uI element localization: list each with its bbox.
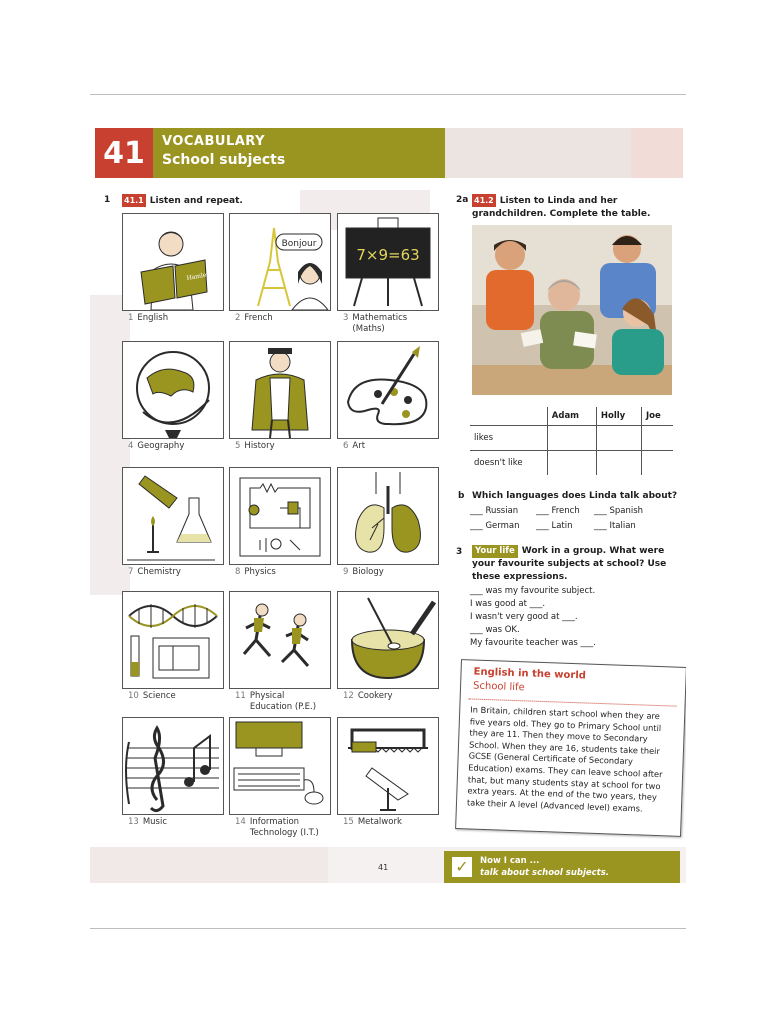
subject-label: English bbox=[137, 313, 169, 323]
subject-label: Geography bbox=[137, 441, 185, 451]
subject-number: 12 bbox=[343, 691, 354, 701]
computer-icon bbox=[230, 718, 330, 814]
subject-label: Physical Education (P.E.) bbox=[249, 691, 317, 712]
textbook-page bbox=[90, 95, 686, 925]
blackboard-icon bbox=[338, 214, 438, 310]
subject-number: 7 bbox=[128, 567, 134, 577]
table-row-label: doesn't like bbox=[470, 451, 547, 476]
subject-picture bbox=[122, 341, 224, 439]
reading-book-icon bbox=[123, 214, 223, 310]
subject-number: 1 bbox=[128, 313, 134, 323]
english-in-the-world-box bbox=[455, 659, 686, 837]
subject-picture bbox=[337, 341, 439, 439]
subject-label: Physics bbox=[244, 567, 276, 577]
exercise-2a-instruction bbox=[472, 194, 672, 221]
scan-bottom-edge bbox=[90, 928, 686, 929]
subject-caption bbox=[343, 441, 365, 452]
language-option[interactable]: ___ German bbox=[470, 521, 520, 531]
unit-number: 41 bbox=[95, 128, 153, 178]
subject-caption bbox=[235, 817, 319, 839]
audio-track-badge: 41.2 bbox=[474, 196, 494, 205]
svg-text:Hamlet: Hamlet bbox=[186, 271, 210, 282]
results-table bbox=[470, 407, 673, 475]
subject-caption bbox=[128, 691, 176, 702]
subject-label: History bbox=[244, 441, 275, 451]
page-number: 41 bbox=[378, 863, 389, 872]
exercise-number: 1 bbox=[104, 195, 111, 205]
box-body-text: In Britain, children start school when they are five years old. They go to Primary School until they are 11. Then they move to Secondary School. When they are 16, students take their GCSE (General Certificate of Secondary Education) exams. They can leave school after that, but many students stay at school for two extra years. At the end of the two years, they take their A level (Advanced level) exams. bbox=[466, 704, 663, 814]
subject-label: Mathematics (Maths) bbox=[352, 313, 408, 334]
subject-number: 8 bbox=[235, 567, 241, 577]
saucepan-icon bbox=[338, 592, 438, 688]
facing-page-number-ghost bbox=[631, 128, 683, 178]
subject-picture bbox=[229, 591, 331, 689]
subject-label: Metalwork bbox=[357, 817, 402, 827]
subject-number: 14 bbox=[235, 817, 246, 827]
subject-label: French bbox=[244, 313, 273, 323]
subject-label: Science bbox=[142, 691, 176, 701]
subject-caption bbox=[128, 313, 168, 324]
expression-line: ___ was my favourite subject. bbox=[470, 586, 596, 596]
now-i-can-title: Now I can ... bbox=[480, 856, 540, 866]
subject-caption bbox=[235, 313, 273, 324]
unit-category: VOCABULARY bbox=[162, 134, 266, 149]
svg-text:Bonjour: Bonjour bbox=[281, 239, 317, 249]
expression-line: ___ was OK. bbox=[470, 625, 520, 635]
language-option[interactable]: ___ French bbox=[536, 506, 580, 516]
test-tube-icon bbox=[123, 468, 223, 564]
subject-number: 9 bbox=[343, 567, 349, 577]
table-column-header: Adam bbox=[547, 407, 596, 426]
subject-caption bbox=[343, 817, 402, 828]
your-life-badge: Your life bbox=[472, 545, 518, 558]
subject-number: 3 bbox=[343, 313, 349, 323]
table-corner bbox=[470, 407, 547, 426]
subject-number: 13 bbox=[128, 817, 139, 827]
hacksaw-icon bbox=[338, 718, 438, 814]
table-cell[interactable] bbox=[547, 426, 596, 451]
subject-caption bbox=[128, 567, 181, 578]
music-notes-icon bbox=[123, 718, 223, 814]
subject-picture bbox=[122, 467, 224, 565]
subject-number: 2 bbox=[235, 313, 241, 323]
table-cell[interactable] bbox=[641, 451, 673, 476]
check-icon: ✓ bbox=[452, 857, 472, 877]
subject-number: 11 bbox=[235, 691, 246, 701]
tudor-king-icon bbox=[230, 342, 330, 438]
footer-show-through bbox=[90, 847, 328, 883]
subject-picture bbox=[337, 467, 439, 565]
subject-picture bbox=[337, 717, 439, 815]
subject-number: 5 bbox=[235, 441, 241, 451]
subject-picture bbox=[122, 591, 224, 689]
box-title: English in the world bbox=[473, 666, 587, 682]
facing-page-header-ghost bbox=[445, 128, 631, 178]
subject-caption bbox=[343, 691, 393, 702]
subject-picture bbox=[337, 591, 439, 689]
now-i-can-text: talk about school subjects. bbox=[480, 868, 610, 878]
subject-label: Chemistry bbox=[137, 567, 181, 577]
exercise-3-instruction bbox=[472, 545, 672, 584]
expression-line: I wasn't very good at ___. bbox=[470, 612, 578, 622]
lungs-icon bbox=[338, 468, 438, 564]
table-column-header: Holly bbox=[596, 407, 641, 426]
subject-number: 6 bbox=[343, 441, 349, 451]
instruction-text: Listen and repeat. bbox=[149, 196, 243, 206]
exercise-letter: b bbox=[458, 491, 465, 501]
subject-number: 10 bbox=[128, 691, 139, 701]
box-subtitle: School life bbox=[472, 680, 525, 694]
subject-label: Information Technology (I.T.) bbox=[249, 817, 319, 838]
subject-label: Music bbox=[142, 817, 168, 827]
family-photo bbox=[472, 225, 672, 395]
dna-icon bbox=[123, 592, 223, 688]
subject-caption bbox=[235, 441, 275, 452]
exercise-number: 2a bbox=[456, 195, 469, 205]
subject-picture bbox=[229, 213, 331, 311]
circuit-diagram-icon bbox=[230, 468, 330, 564]
runners-icon bbox=[230, 592, 330, 688]
subject-caption bbox=[343, 313, 407, 335]
subject-picture bbox=[337, 213, 439, 311]
subject-number: 15 bbox=[343, 817, 354, 827]
instruction-text: Work in a group. What were your favourite subjects at school? Use these expressions. bbox=[472, 546, 667, 582]
language-option[interactable]: ___ Latin bbox=[536, 521, 573, 531]
table-cell[interactable] bbox=[547, 451, 596, 476]
globe-icon bbox=[123, 342, 223, 438]
subject-label: Biology bbox=[352, 567, 384, 577]
subject-label: Cookery bbox=[357, 691, 393, 701]
language-option[interactable]: ___ Spanish bbox=[594, 506, 644, 516]
language-option[interactable]: ___ Italian bbox=[594, 521, 636, 531]
subject-caption bbox=[128, 441, 184, 452]
subject-number: 4 bbox=[128, 441, 134, 451]
subject-caption bbox=[128, 817, 167, 828]
subject-picture bbox=[122, 717, 224, 815]
table-cell[interactable] bbox=[641, 426, 673, 451]
table-cell[interactable] bbox=[596, 426, 641, 451]
subject-picture bbox=[229, 717, 331, 815]
audio-track-badge: 41.1 bbox=[124, 196, 144, 205]
subject-label: Art bbox=[352, 441, 366, 451]
subject-caption bbox=[235, 567, 276, 578]
expression-line: I was good at ___. bbox=[470, 599, 546, 609]
exercise-2b-question: Which languages does Linda talk about? bbox=[472, 491, 678, 501]
unit-title: School subjects bbox=[162, 152, 286, 168]
table-cell[interactable] bbox=[596, 451, 641, 476]
subject-caption bbox=[343, 567, 384, 578]
subject-picture bbox=[229, 341, 331, 439]
instruction-text: Listen to Linda and her grandchildren. Complete the table. bbox=[472, 196, 651, 219]
subject-picture bbox=[122, 213, 224, 311]
paint-palette-icon bbox=[338, 342, 438, 438]
svg-text:7×9=63: 7×9=63 bbox=[356, 246, 420, 264]
exercise-1-instruction bbox=[122, 194, 243, 208]
table-column-header: Joe bbox=[645, 411, 661, 421]
eiffel-tower-icon bbox=[230, 214, 330, 310]
language-option[interactable]: ___ Russian bbox=[470, 506, 519, 516]
exercise-number: 3 bbox=[456, 547, 463, 557]
table-row-label: likes bbox=[470, 426, 547, 451]
subject-caption bbox=[235, 691, 316, 713]
expression-line: My favourite teacher was ___. bbox=[470, 638, 597, 648]
subject-picture bbox=[229, 467, 331, 565]
